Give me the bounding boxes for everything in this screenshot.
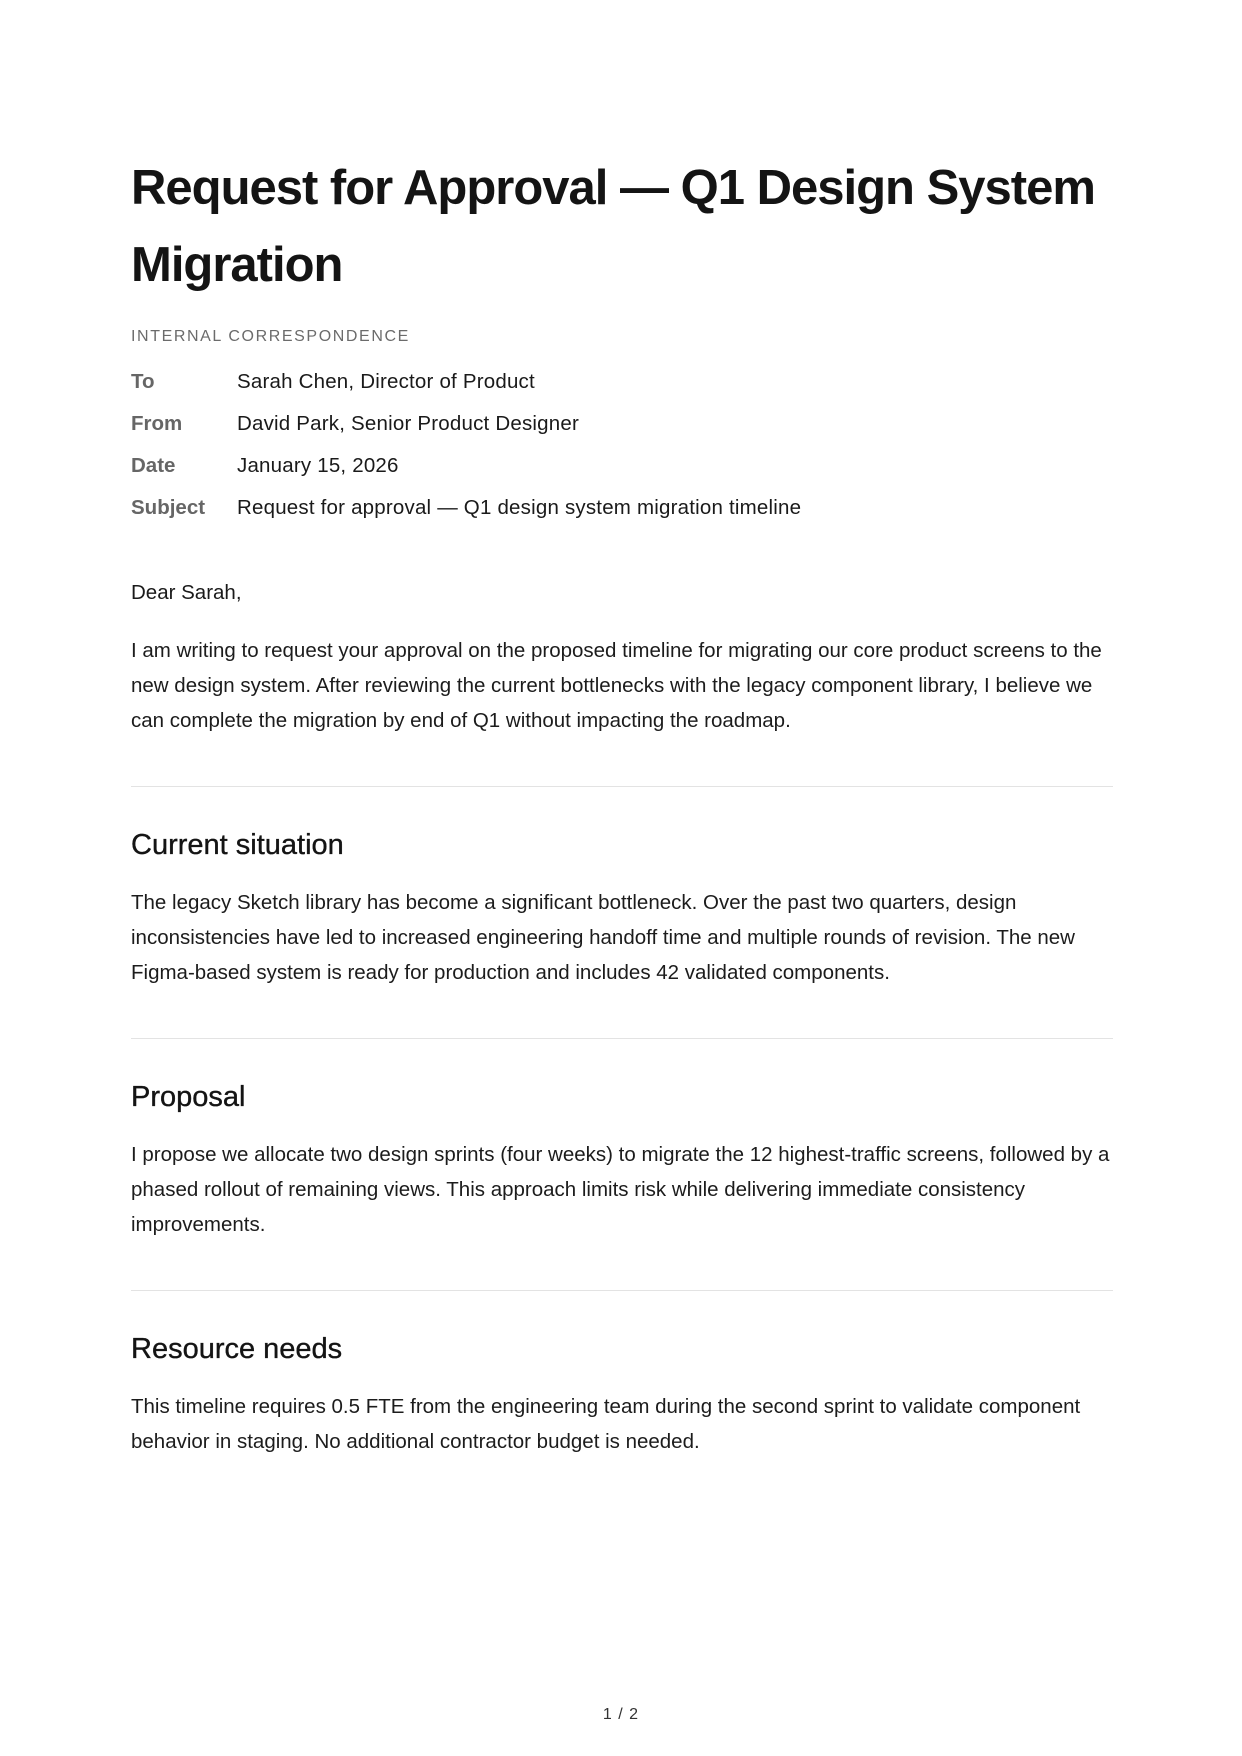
section-divider [131, 1290, 1113, 1291]
section-body: This timeline requires 0.5 FTE from the engineering team during the second sprint to validate component behavior in staging. No additional contractor budget is needed. [131, 1395, 1081, 1453]
from-label: From [131, 412, 183, 435]
section-proposal [131, 1079, 1113, 1242]
section-current-situation [131, 827, 1113, 990]
memo-header [131, 370, 1113, 520]
section-heading: Current situation [131, 829, 344, 861]
intro-paragraph: I am writing to request your approval on the proposed timeline for migrating our core product screens to the new design system. After reviewing the current bottlenecks with the legacy component library, I believe we can complete the migration by end of Q1 without impacting the roadmap. [131, 639, 1102, 732]
document-title: Request for Approval — Q1 Design System Migration [131, 161, 1095, 292]
from-value: David Park, Senior Product Designer [237, 412, 579, 435]
section-body: I propose we allocate two design sprints (four weeks) to migrate the 12 highest-traffic screens, followed by a phased rollout of remaining views. This approach limits risk while delivering immediate consistency improvements. [131, 1143, 1110, 1236]
subject-label: Subject [131, 496, 206, 519]
document-category: INTERNAL CORRESPONDENCE [131, 328, 410, 345]
section-heading: Resource needs [131, 1333, 343, 1365]
to-label: To [131, 370, 155, 393]
date-label: Date [131, 454, 176, 477]
salutation: Dear Sarah, [131, 581, 242, 604]
section-divider [131, 786, 1113, 787]
page-number: 1 / 2 [602, 1706, 640, 1723]
letter-page [131, 150, 1113, 1459]
section-divider [131, 1038, 1113, 1039]
subject-value: Request for approval — Q1 design system migration timeline [237, 496, 802, 519]
section-heading: Proposal [131, 1081, 246, 1113]
date-value: January 15, 2026 [237, 454, 399, 477]
section-resource-needs [131, 1331, 1113, 1459]
section-body: The legacy Sketch library has become a significant bottleneck. Over the past two quarters, design inconsistencies have led to increased engineering handoff time and multiple rounds of revision. The new Figma-based system is ready for production and includes 42 validated components. [131, 891, 1075, 984]
to-value: Sarah Chen, Director of Product [237, 370, 535, 393]
